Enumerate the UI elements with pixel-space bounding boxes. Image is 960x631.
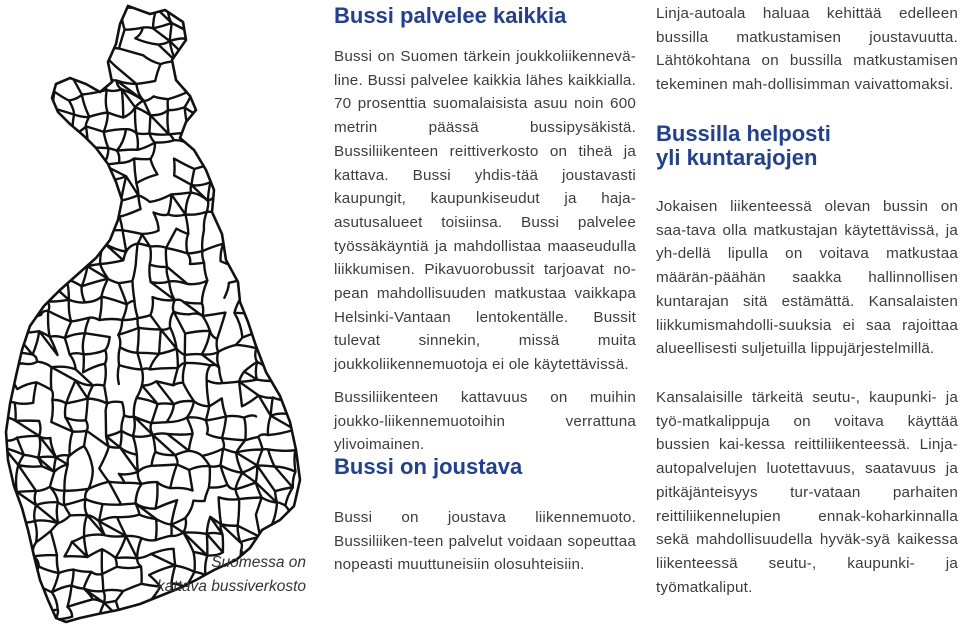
map-caption [150, 551, 306, 599]
paragraph-coverage: Bussiliikenteen kattavuus on muihin joukko-liikennemuotoihin verrattuna ylivoimainen. [334, 389, 636, 454]
map-caption-line1: Suomessa on [211, 554, 306, 571]
map-caption-line2: kattava bussiverkosto [156, 578, 306, 595]
heading-bussi-palvelee-kaikkia: Bussi palvelee kaikkia [334, 3, 567, 28]
paragraph-intro: Bussi on Suomen tärkein joukkoliikennevä-line. Bussi palvelee kaikkia lähes kaikkialla. 70 prosenttia suomalaisista asuu noin 600 metrin päässä bussipysäkistä. Bussiliikenteen reittiverkosto on tiheä ja kattava. Bussi yhdis-tää joustavasti kaupungit, kaupunkiseudut ja haja-asutusalueet toisiinsa. Bussi palvelee työssäkäyntiä ja mahdollistaa maaseudulla liikkumisen. Pikavuorobussit tarjoavat no-pean mahdollisuuden matkustaa vaikkapa Helsinki-Vantaan lentokentälle. Bussit tulevat sinnekin, missä muita joukkoliikennemuotoja ei ole käytettävissä. [334, 48, 636, 374]
heading-yli-kuntarajojen [656, 122, 958, 170]
finland-bus-network-map [0, 0, 320, 631]
paragraph-regional-tickets: Kansalaisille tärkeitä seutu-, kaupunki- ja työ-matkalippuja on voitava käyttää bussien kai-kessa reittiliikenteessä. Linja-autopalvelujen luotettavuus, saatavuus ja pitkäjänteisyys tur-vataan parhaiten reittiliikennelupien ennak-koharkinnalla sekä mahdollisuudella hyväk-syä kaikessa liikenteessä seutu-, kaupunki- ja työmatkaliput. [656, 389, 958, 596]
road-network-lines [0, 5, 297, 627]
heading-line1: Bussilla helposti [656, 121, 831, 146]
paragraph-flexible: Bussi on joustava liikennemuoto. Bussiliiken-teen palvelut voidaan sopeuttaa nopeasti muuttuneisiin olosuhteisiin. [334, 509, 636, 574]
heading-bussi-on-joustava: Bussi on joustava [334, 454, 523, 479]
heading-line2: yli kuntarajojen [656, 145, 818, 170]
paragraph-tickets: Jokaisen liikenteessä olevan bussin on saa-tava olla matkustajan käytettävissä, ja yh-dellä lipulla on voitava matkustaa määrän-päähän saakka hallinnollisen kuntarajan sitä estämättä. Kansalaisten liikkumismahdolli-suuksia ei saa rajoittaa alueellisesti suljetuilla lippujärjestelmillä. [656, 198, 958, 358]
paragraph-development: Linja-autoala haluaa kehittää edelleen bussilla matkustamisen joustavuutta. Lähtökohtana on bussilla matkustamisen tekeminen mah-dollisimman vaivattomaksi. [656, 5, 958, 94]
finland-outline [6, 6, 300, 622]
